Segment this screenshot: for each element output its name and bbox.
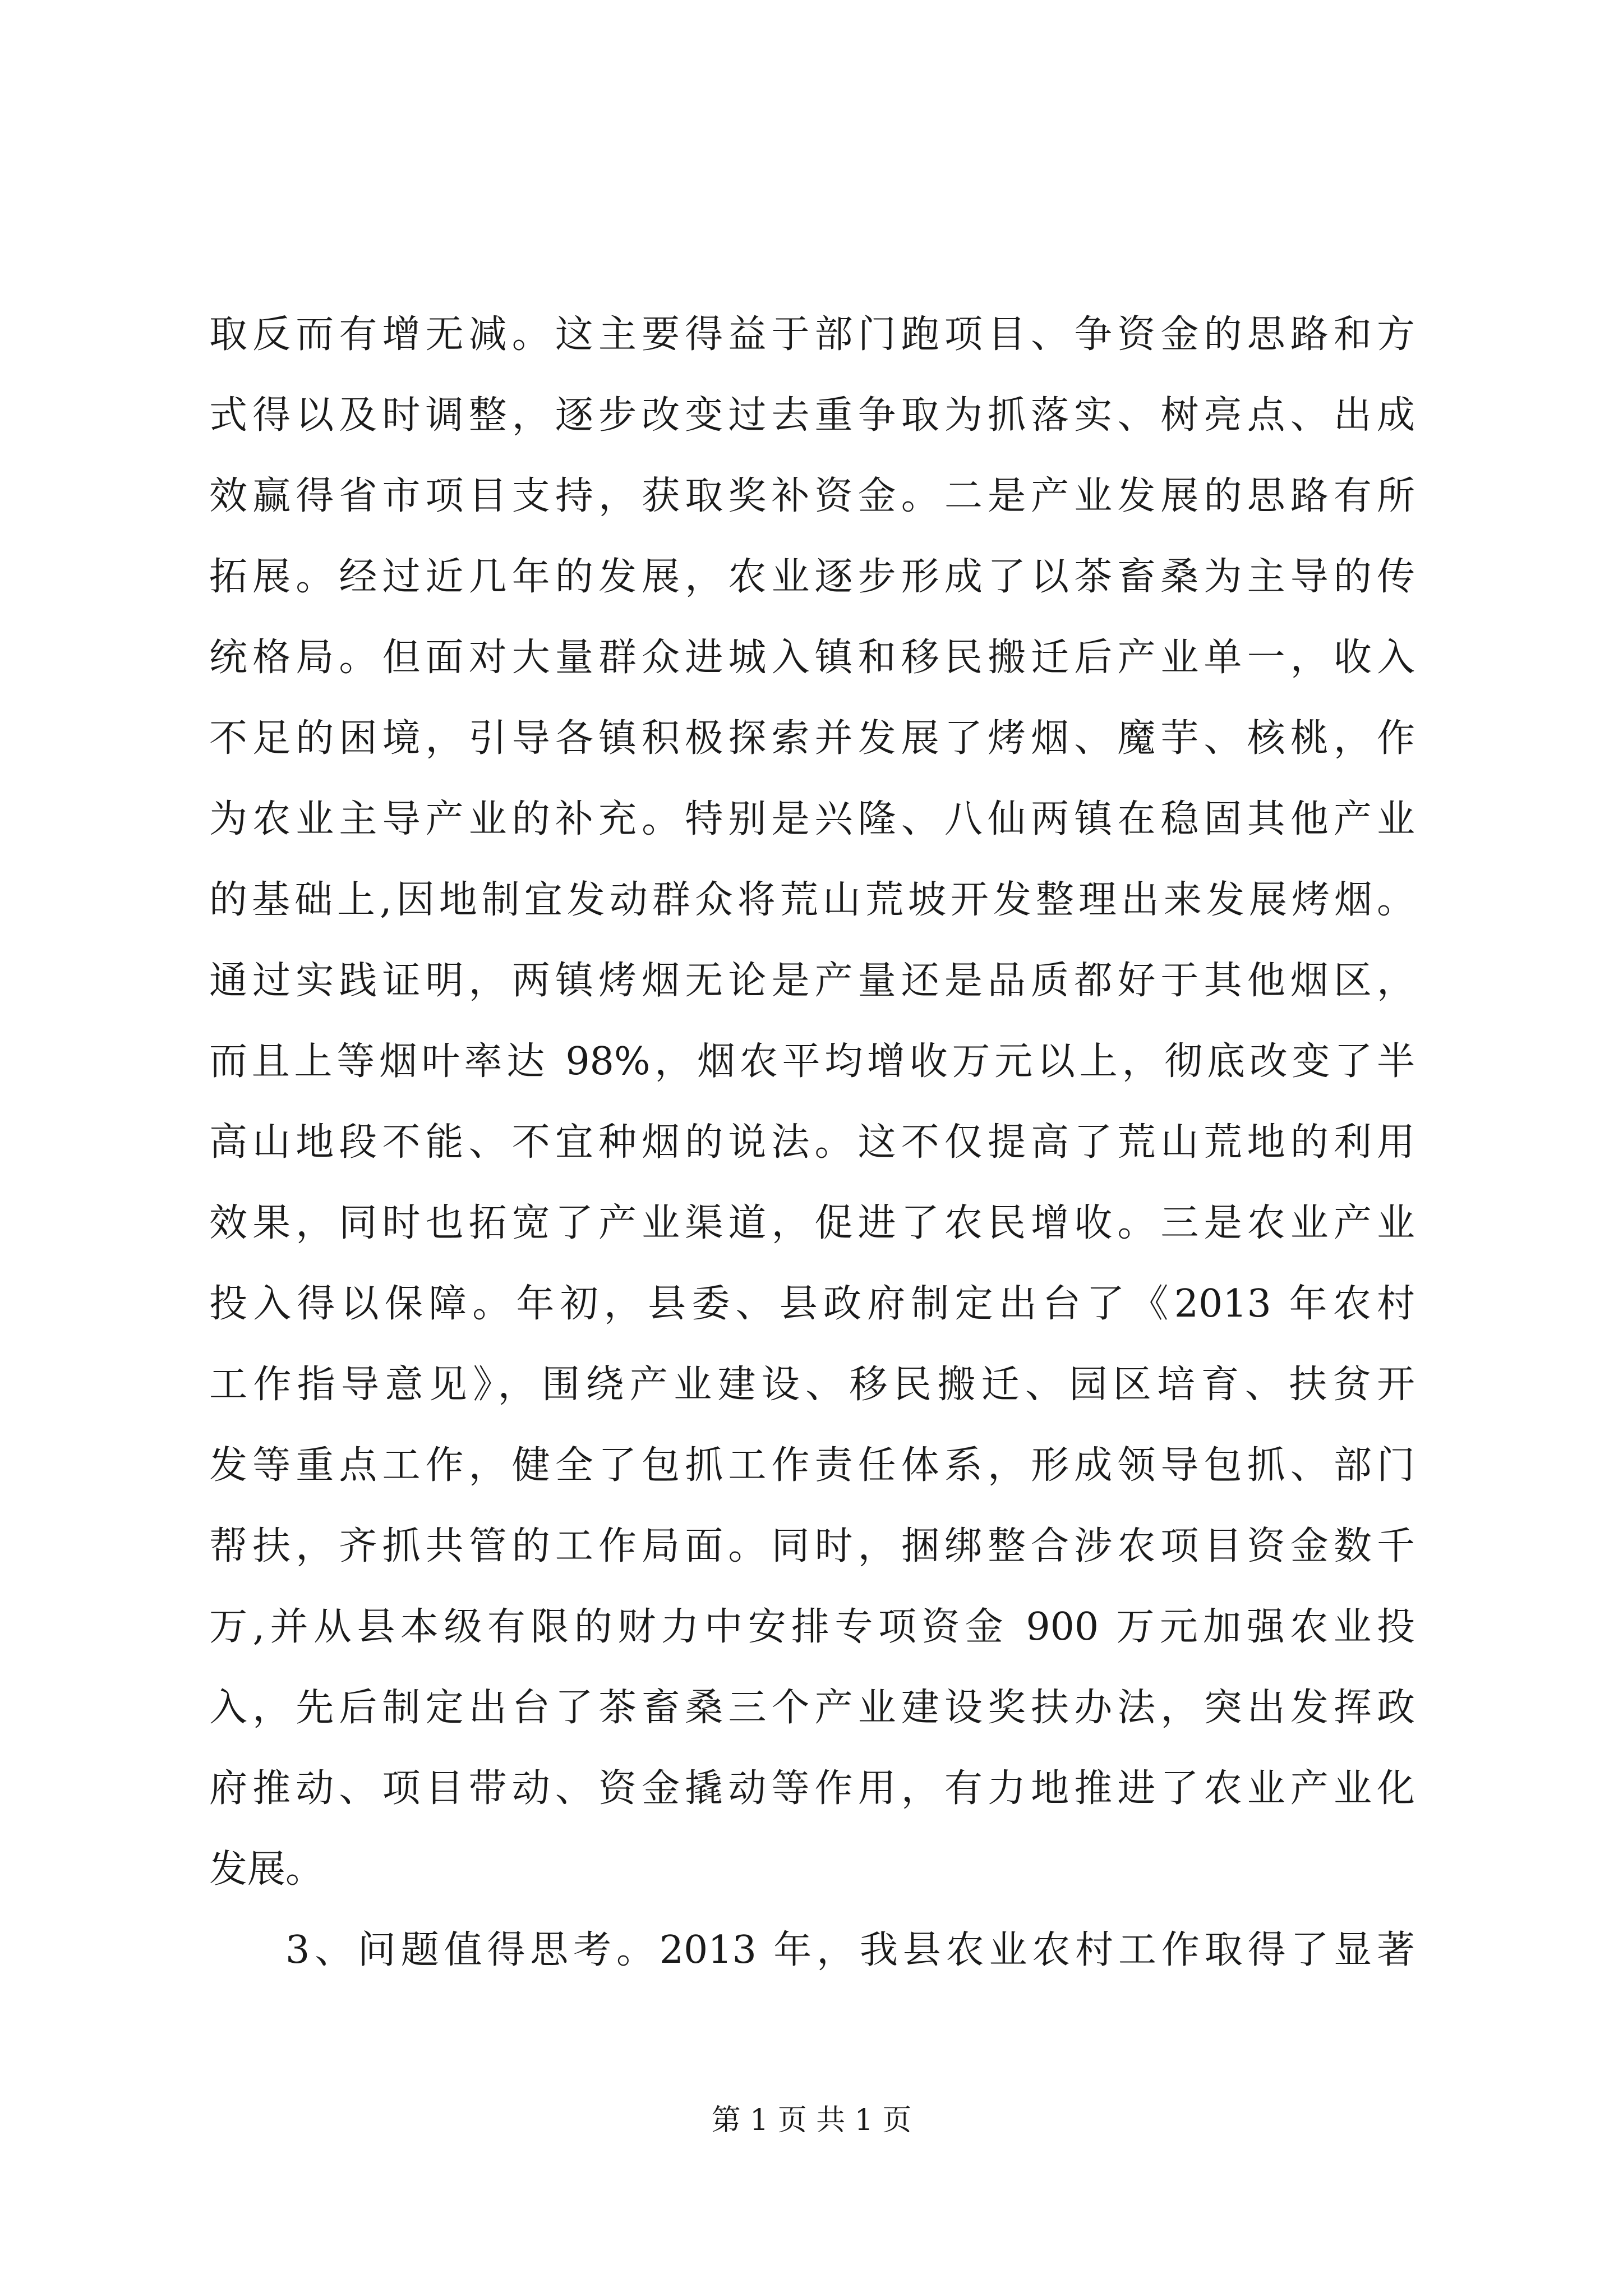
text-line: 式得以及时调整，逐步改变过去重争取为抓落实、树亮点、出成: [209, 393, 1415, 438]
text-line: 高山地段不能、不宜种烟的说法。这不仅提高了荒山荒地的利用: [209, 1120, 1415, 1165]
text-line: 入，先后制定出台了茶畜桑三个产业建设奖扶办法，突出发挥政: [209, 1686, 1415, 1730]
text-line: 效赢得省市项目支持，获取奖补资金。二是产业发展的思路有所: [209, 474, 1415, 518]
text-line: 万,并从县本级有限的财力中安排专项资金 900 万元加强农业投: [209, 1605, 1415, 1649]
text-line: 投入得以保障。年初，县委、县政府制定出台了《2013 年农村: [209, 1282, 1415, 1326]
page-number-label: 第 1 页 共 1 页: [711, 2104, 912, 2137]
text-line: 取反而有增无减。这主要得益于部门跑项目、争资金的思路和方: [209, 312, 1415, 357]
text-line: 的基础上,因地制宜发动群众将荒山荒坡开发整理出来发展烤烟。: [209, 878, 1415, 922]
text-line: 不足的困境，引导各镇积极探索并发展了烤烟、魔芋、核桃，作: [209, 716, 1415, 761]
text-line: 发展。: [209, 1847, 324, 1892]
text-line: 而且上等烟叶率达 98%，烟农平均增收万元以上，彻底改变了半: [209, 1039, 1415, 1084]
text-line: 工作指导意见》，围绕产业建设、移民搬迁、园区培育、扶贫开: [209, 1363, 1415, 1407]
text-line: 通过实践证明，两镇烤烟无论是产量还是品质都好于其他烟区，: [209, 959, 1415, 1003]
text-line: 府推动、项目带动、资金撬动等作用，有力地推进了农业产业化: [209, 1766, 1415, 1811]
body-text: [209, 295, 1415, 1991]
page-footer: [0, 2101, 1623, 2140]
text-line: 为农业主导产业的补充。特别是兴隆、八仙两镇在稳固其他产业: [209, 797, 1415, 841]
text-line: 帮扶，齐抓共管的工作局面。同时，捆绑整合涉农项目资金数千: [209, 1524, 1415, 1568]
text-line: 统格局。但面对大量群众进城入镇和移民搬迁后产业单一，收入: [209, 636, 1415, 680]
paragraph-start-line: 3、问题值得思考。2013 年，我县农业农村工作取得了显著: [285, 1928, 1415, 1972]
text-line: 发等重点工作，健全了包抓工作责任体系，形成领导包抓、部门: [209, 1443, 1415, 1488]
text-line: 效果，同时也拓宽了产业渠道，促进了农民增收。三是农业产业: [209, 1201, 1415, 1245]
text-line: 拓展。经过近几年的发展，农业逐步形成了以茶畜桑为主导的传: [209, 555, 1415, 599]
